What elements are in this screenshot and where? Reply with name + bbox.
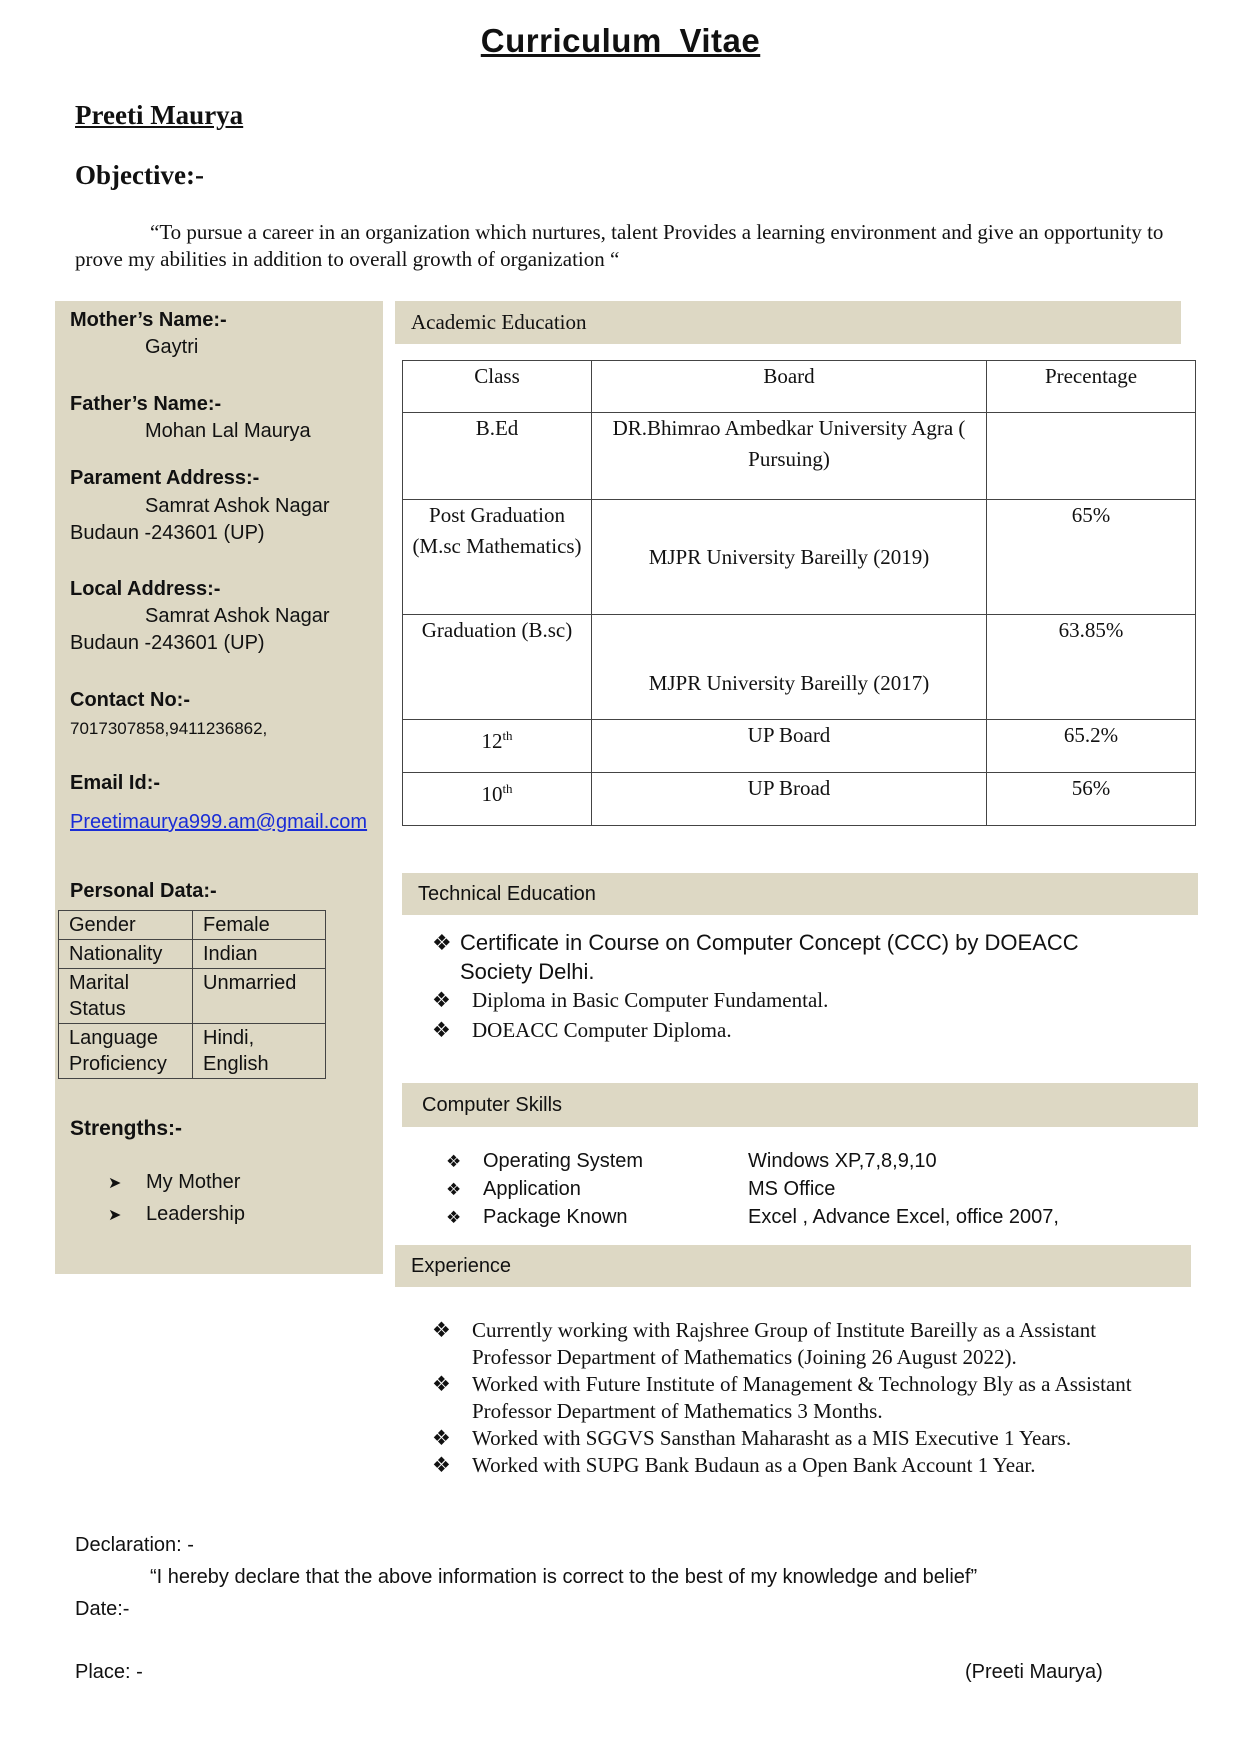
diamond-bullet-icon: ❖ <box>432 1018 451 1042</box>
technical-item: Certificate in Course on Computer Concept (CCC) by DOEACC Society Delhi. <box>460 930 1079 984</box>
diamond-bullet-icon: ❖ <box>446 1180 462 1199</box>
class-cell: Post Graduation (M.sc Mathematics) <box>403 500 592 615</box>
candidate-name: Preeti Maurya <box>75 100 244 130</box>
skill-label: Application <box>483 1178 581 1200</box>
column-header: Precentage <box>987 361 1196 413</box>
diamond-bullet-icon: ❖ <box>432 988 451 1012</box>
experience-item: Worked with SGGVS Sansthan Maharasht as a MIS Executive 1 Years. <box>472 1426 1072 1450</box>
arrow-bullet-icon: ➤ <box>108 1207 122 1224</box>
board-cell: MJPR University Bareilly (2019) <box>592 500 987 615</box>
table-row <box>403 720 1196 773</box>
class-cell <box>403 720 592 773</box>
personal-key: Language Proficiency <box>59 1024 193 1079</box>
declaration-text: “I hereby declare that the above information is correct to the best of my knowledge and belief” <box>150 1566 978 1588</box>
experience-item: Currently working with Rajshree Group of Institute Bareilly as a Assistant Professor Department of Mathematics (Joining 26 August 2022). <box>472 1318 1097 1369</box>
personal-key: Nationality <box>59 940 193 969</box>
percentage-cell <box>987 413 1196 500</box>
local-address-line2: Budaun -243601 (UP) <box>70 632 265 654</box>
list-item <box>432 1371 1150 1425</box>
class-cell: B.Ed <box>403 413 592 500</box>
list-item <box>432 928 1132 986</box>
father-name-value: Mohan Lal Maurya <box>145 420 311 442</box>
table-row <box>403 615 1196 720</box>
document-title: Curriculum Vitae <box>480 22 761 59</box>
personal-key: Gender <box>59 911 193 940</box>
class-number: 10 <box>481 782 503 806</box>
place-label: Place: - <box>75 1661 143 1683</box>
email-link[interactable]: Preetimaurya999.am@gmail.com <box>70 811 368 833</box>
arrow-bullet-icon: ➤ <box>108 1175 122 1192</box>
strengths-label: Strengths:- <box>70 1117 182 1140</box>
mother-name-label: Mother’s Name:- <box>70 309 227 331</box>
diamond-bullet-icon: ❖ <box>446 1152 462 1171</box>
list-item <box>432 1425 1150 1452</box>
local-address-line1: Samrat Ashok Nagar <box>145 605 330 627</box>
list-item <box>432 1452 1150 1479</box>
column-header: Class <box>403 361 592 413</box>
experience-item: Worked with SUPG Bank Budaun as a Open Bank Account 1 Year. <box>472 1453 1036 1477</box>
signature-name: (Preeti Maurya) <box>965 1661 1103 1683</box>
personal-value: Indian <box>193 940 326 969</box>
class-suffix: th <box>502 728 513 743</box>
skill-label: Package Known <box>483 1206 628 1228</box>
table-row <box>59 969 326 1024</box>
personal-key: Marital Status <box>59 969 193 1024</box>
personal-value: Unmarried <box>193 969 326 1024</box>
percentage-cell: 65% <box>987 500 1196 615</box>
skill-value: MS Office <box>748 1178 836 1200</box>
contact-label: Contact No:- <box>70 689 190 711</box>
mother-name-value: Gaytri <box>145 336 199 358</box>
technical-list <box>432 928 1132 1045</box>
list-item <box>432 985 1132 1015</box>
list-item <box>432 1015 1132 1045</box>
skill-value: Windows XP,7,8,9,10 <box>748 1150 937 1172</box>
table-header-row <box>403 361 1196 413</box>
email-label: Email Id:- <box>70 772 161 794</box>
board-cell: MJPR University Bareilly (2017) <box>592 615 987 720</box>
declaration-label: Declaration: - <box>75 1534 194 1556</box>
table-row <box>59 911 326 940</box>
experience-header: Experience <box>395 1245 1191 1287</box>
father-name-label: Father’s Name:- <box>70 393 222 415</box>
personal-data-table <box>58 910 326 1079</box>
technical-education-header: Technical Education <box>402 873 1198 915</box>
skill-label: Operating System <box>483 1150 644 1172</box>
diamond-bullet-icon: ❖ <box>446 1208 462 1227</box>
experience-list <box>432 1317 1150 1479</box>
objective-heading: Objective:- <box>75 160 204 190</box>
class-cell: Graduation (B.sc) <box>403 615 592 720</box>
table-row <box>59 1024 326 1079</box>
computer-skills-header: Computer Skills <box>402 1083 1198 1127</box>
board-cell: DR.Bhimrao Ambedkar University Agra ( Pursuing) <box>592 413 987 500</box>
contact-value: 7017307858,9411236862, <box>70 719 268 738</box>
experience-item: Worked with Future Institute of Management & Technology Bly as a Assistant Professor Department of Mathematics 3 Months. <box>472 1372 1132 1423</box>
class-suffix: th <box>502 781 513 796</box>
technical-item: Diploma in Basic Computer Fundamental. <box>472 988 829 1012</box>
local-address-label: Local Address:- <box>70 578 221 600</box>
diamond-bullet-icon: ❖ <box>432 1453 451 1477</box>
diamond-bullet-icon: ❖ <box>432 1426 451 1450</box>
technical-item: DOEACC Computer Diploma. <box>472 1018 732 1042</box>
class-number: 12 <box>481 729 503 753</box>
strength-text: My Mother <box>146 1171 241 1193</box>
table-row <box>403 413 1196 500</box>
table-row <box>403 773 1196 826</box>
diamond-bullet-icon: ❖ <box>432 1372 451 1396</box>
personal-value: Female <box>193 911 326 940</box>
table-row <box>403 500 1196 615</box>
percentage-cell: 63.85% <box>987 615 1196 720</box>
table-row <box>59 940 326 969</box>
permanent-address-line2: Budaun -243601 (UP) <box>70 522 265 544</box>
academic-education-header: Academic Education <box>395 301 1181 344</box>
skill-value: Excel , Advance Excel, office 2007, <box>748 1206 1059 1228</box>
objective-text: “To pursue a career in an organization which nurtures, talent Provides a learning environment and give an opportunity to prove my abilities in addition to overall growth of organization “ <box>75 220 1164 271</box>
percentage-cell: 65.2% <box>987 720 1196 773</box>
personal-sidebar <box>55 301 383 1274</box>
strength-text: Leadership <box>146 1203 245 1225</box>
diamond-bullet-icon: ❖ <box>432 1318 451 1342</box>
percentage-cell: 56% <box>987 773 1196 826</box>
board-cell: UP Board <box>592 720 987 773</box>
permanent-address-line1: Samrat Ashok Nagar <box>145 495 330 517</box>
personal-data-label: Personal Data:- <box>70 880 217 902</box>
column-header: Board <box>592 361 987 413</box>
personal-value: Hindi, English <box>193 1024 326 1079</box>
date-label: Date:- <box>75 1598 130 1620</box>
academic-table <box>402 360 1196 826</box>
board-cell: UP Broad <box>592 773 987 826</box>
diamond-bullet-icon: ❖ <box>432 930 452 955</box>
permanent-address-label: Parament Address:- <box>70 467 260 489</box>
class-cell <box>403 773 592 826</box>
list-item <box>432 1317 1150 1371</box>
